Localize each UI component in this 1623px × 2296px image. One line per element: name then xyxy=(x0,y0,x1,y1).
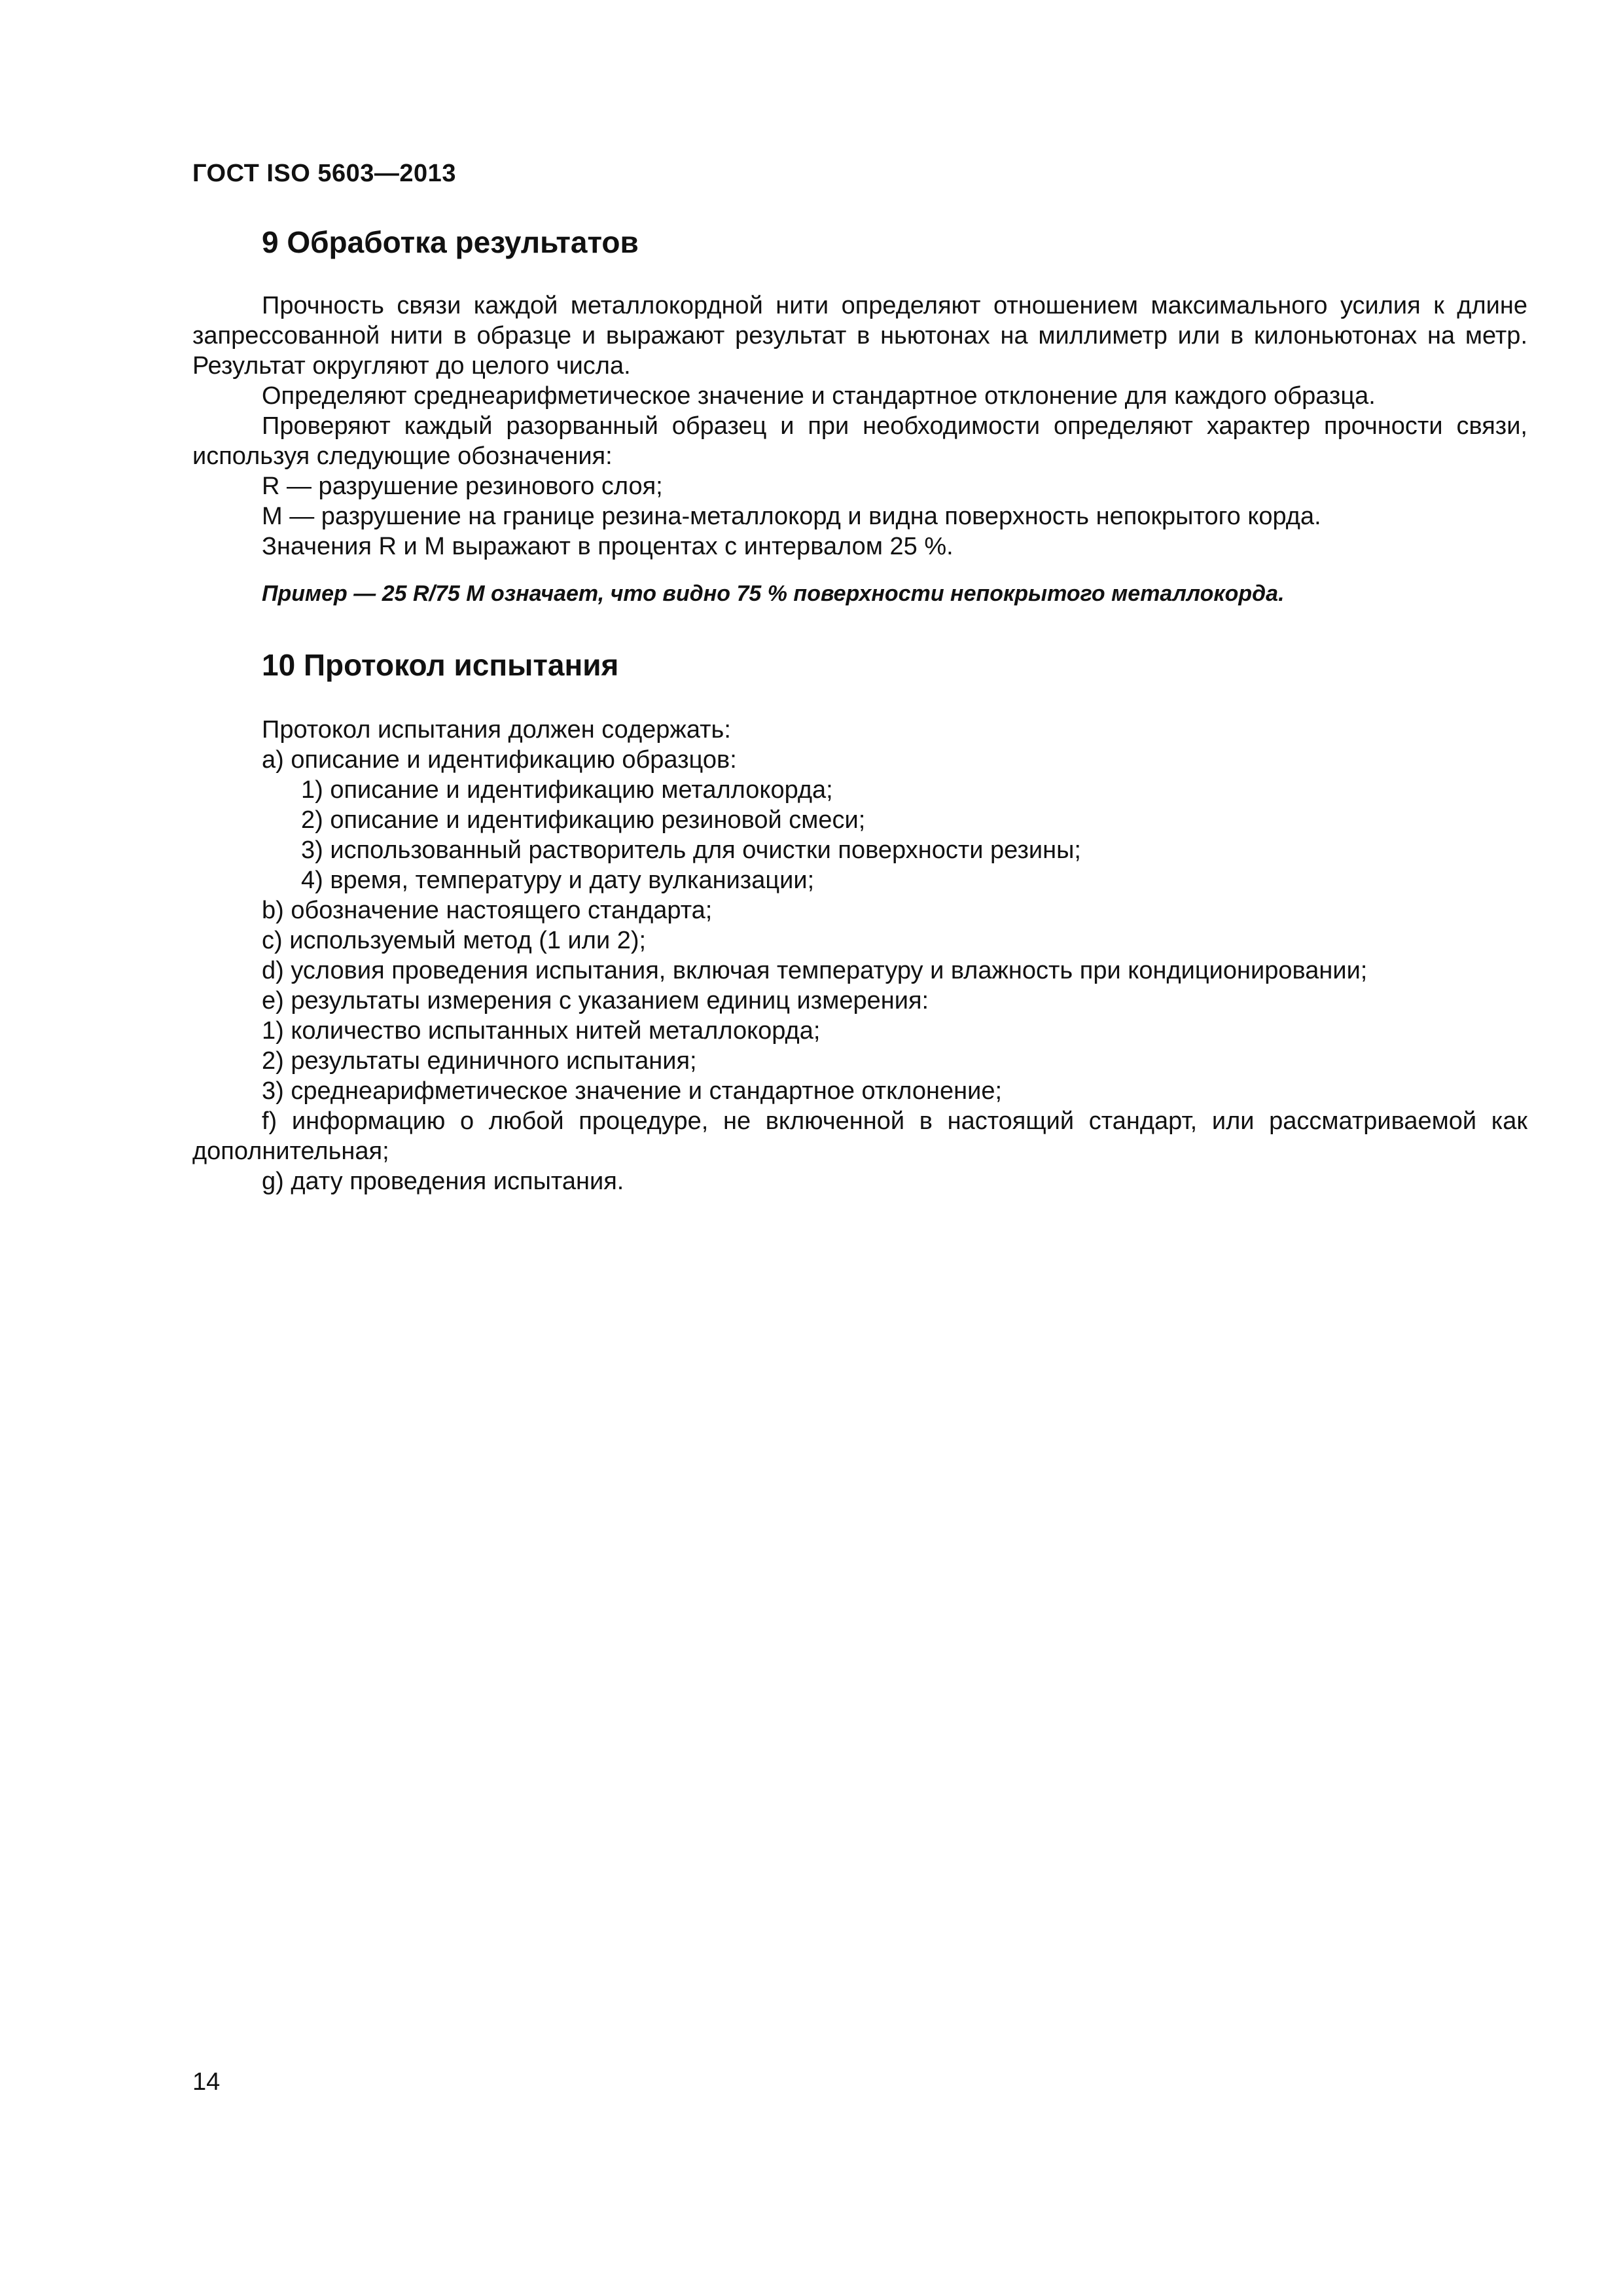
list-subitem: 3) использованный растворитель для очистки поверхности резины; xyxy=(301,836,1081,864)
list-item-f: f) информацию о любой процедуре, не включенной в настоящий стандарт, или рассматриваемой как дополнительная; xyxy=(192,1107,1527,1165)
list-subitem: 1) описание и идентификацию металлокорда; xyxy=(301,776,833,804)
list-item-c: с) используемый метод (1 или 2); xyxy=(262,927,647,954)
list-subitem: 1) количество испытанных нитей металлокорда; xyxy=(262,1017,821,1045)
list-item-a: а) описание и идентификацию образцов: xyxy=(262,746,737,774)
list-item-g: g) дату проведения испытания. xyxy=(262,1168,624,1195)
list-subitem: 2) описание и идентификацию резиновой смеси; xyxy=(301,806,866,834)
example-note: Пример — 25 R/75 М означает, что видно 75 % поверхности непокрытого металлокорда. xyxy=(262,581,1285,606)
standard-header: ГОСТ ISO 5603—2013 xyxy=(192,160,456,187)
section-9-title: 9 Обработка результатов xyxy=(262,225,639,259)
list-item-e: е) результаты измерения с указанием единиц измерения: xyxy=(262,987,929,1014)
page-content xyxy=(192,223,1527,1196)
list-item-d: d) условия проведения испытания, включая температуру и влажность при кондиционировании; xyxy=(262,957,1368,984)
designation-r: R — разрушение резинового слоя; xyxy=(262,473,663,500)
list-item-b: b) обозначение настоящего стандарта; xyxy=(262,897,713,924)
list-subitem: 4) время, температуру и дату вулканизации; xyxy=(301,867,815,894)
paragraph: Значения R и М выражают в процентах с интервалом 25 %. xyxy=(262,533,954,560)
paragraph: Проверяют каждый разорванный образец и при необходимости определяют характер прочности связи, используя следующие обозначения: xyxy=(192,412,1527,470)
list-intro: Протокол испытания должен содержать: xyxy=(262,716,731,744)
paragraph: Определяют среднеарифметическое значение и стандартное отклонение для каждого образца. xyxy=(262,382,1376,410)
designation-m: М — разрушение на границе резина-металлокорд и видна поверхность непокрытого корда. xyxy=(262,503,1321,530)
page-number: 14 xyxy=(192,2068,221,2096)
section-10-title: 10 Протокол испытания xyxy=(262,648,619,682)
list-subitem: 3) среднеарифметическое значение и стандартное отклонение; xyxy=(262,1077,1003,1105)
paragraph: Прочность связи каждой металлокордной нити определяют отношением максимального усилия к длине запрессованной нити в образце и выражают результат в ньютонах на миллиметр или в килоньютонах на метр. Результат округляют до целого числа. xyxy=(192,292,1527,380)
list-subitem: 2) результаты единичного испытания; xyxy=(262,1047,697,1075)
